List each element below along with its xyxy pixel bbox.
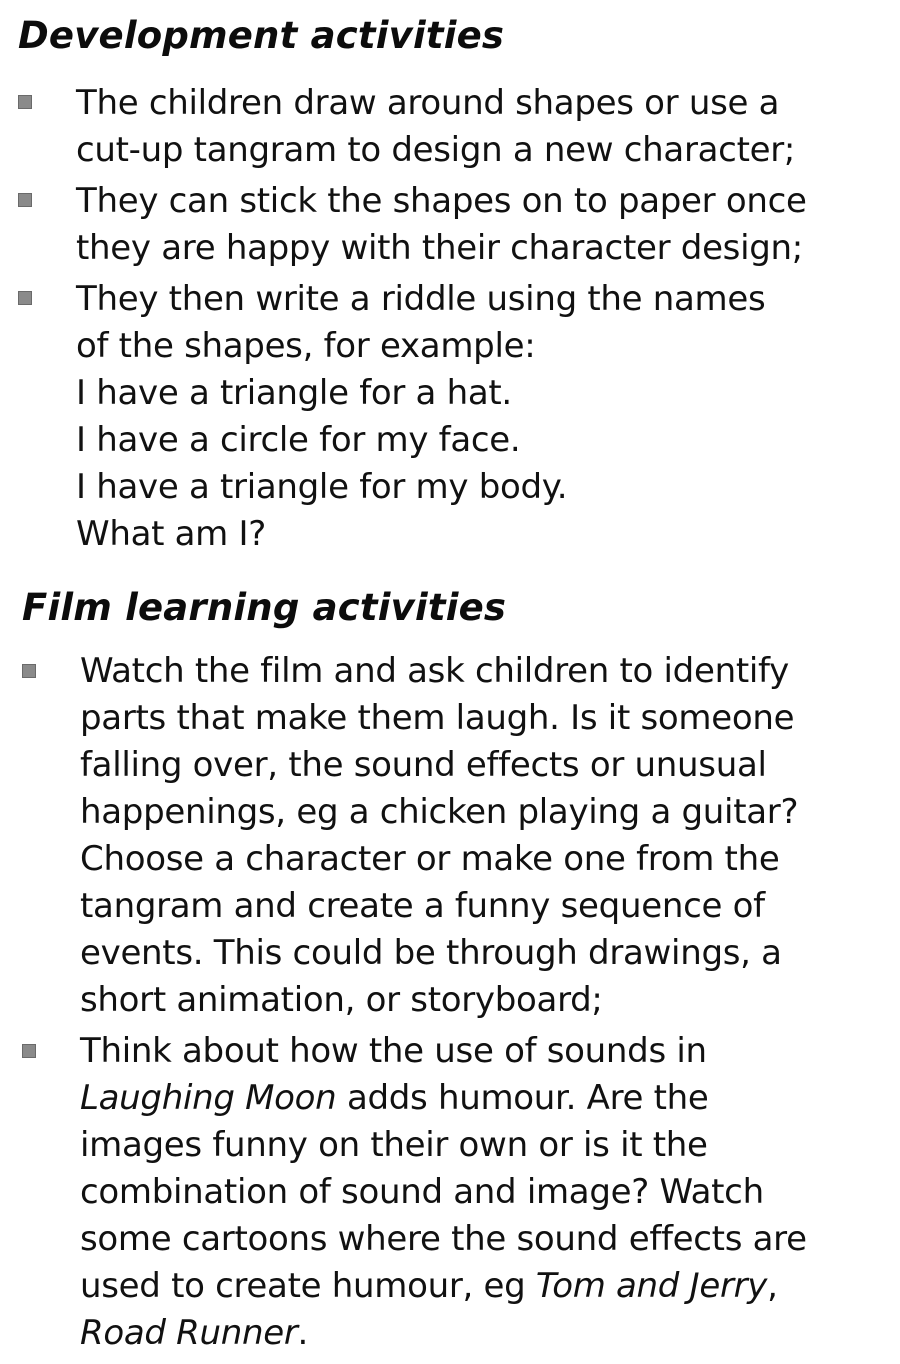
text-line: Think about how the use of sounds in [80,1031,707,1071]
text-line: Watch the film and ask children to identify [80,651,789,691]
text-line: some cartoons where the sound effects are [80,1219,807,1259]
film-title-laughing-moon: Laughing Moon [80,1078,337,1118]
text-line: events. This could be through drawings, a [80,933,782,973]
text-line: They then write a riddle using the names [76,279,766,319]
text-line: of the shapes, for example: [76,326,536,366]
development-activities-list [0,80,807,562]
text-line: Choose a character or make one from the [80,839,780,879]
text-line [80,1310,807,1357]
riddle-line: What am I? [76,514,266,554]
text-line: images funny on their own or is it the [80,1125,708,1165]
text-line: They can stick the shapes on to paper once [76,181,807,221]
text-line: parts that make them laugh. Is it someone [80,698,795,738]
text-line: tangram and create a funny sequence of [80,886,765,926]
film-learning-activities-heading: Film learning activities [22,586,507,629]
square-bullet-icon [18,193,32,207]
list-item [0,80,807,174]
text-run: , [767,1266,778,1306]
text-line: cut-up tangram to design a new character; [76,130,796,170]
list-item [0,276,807,558]
cartoon-title-road-runner: Road Runner [80,1313,298,1353]
riddle-line: I have a triangle for my body. [76,467,568,507]
text-line: falling over, the sound effects or unusual [80,745,767,785]
text-line: short animation, or storyboard; [80,980,603,1020]
text-line [80,1075,807,1122]
text-line: they are happy with their character design; [76,228,803,268]
riddle-line: I have a circle for my face. [76,420,521,460]
text-line [80,1263,807,1310]
text-line: happenings, eg a chicken playing a guitar? [80,792,799,832]
list-item [0,1028,807,1357]
film-learning-activities-list [0,648,807,1361]
development-activities-heading: Development activities [18,14,505,57]
riddle-line: I have a triangle for a hat. [76,373,512,413]
list-item [0,178,807,272]
text-line: The children draw around shapes or use a [76,83,780,123]
text-run: used to create humour, eg [80,1266,536,1306]
list-item [0,648,807,1024]
square-bullet-icon [22,1044,36,1058]
cartoon-title-tom-and-jerry: Tom and Jerry [535,1266,768,1306]
text-run: adds humour. Are the [336,1078,709,1118]
text-line: combination of sound and image? Watch [80,1172,764,1212]
square-bullet-icon [18,95,32,109]
square-bullet-icon [22,664,36,678]
square-bullet-icon [18,291,32,305]
text-run: . [297,1313,309,1353]
